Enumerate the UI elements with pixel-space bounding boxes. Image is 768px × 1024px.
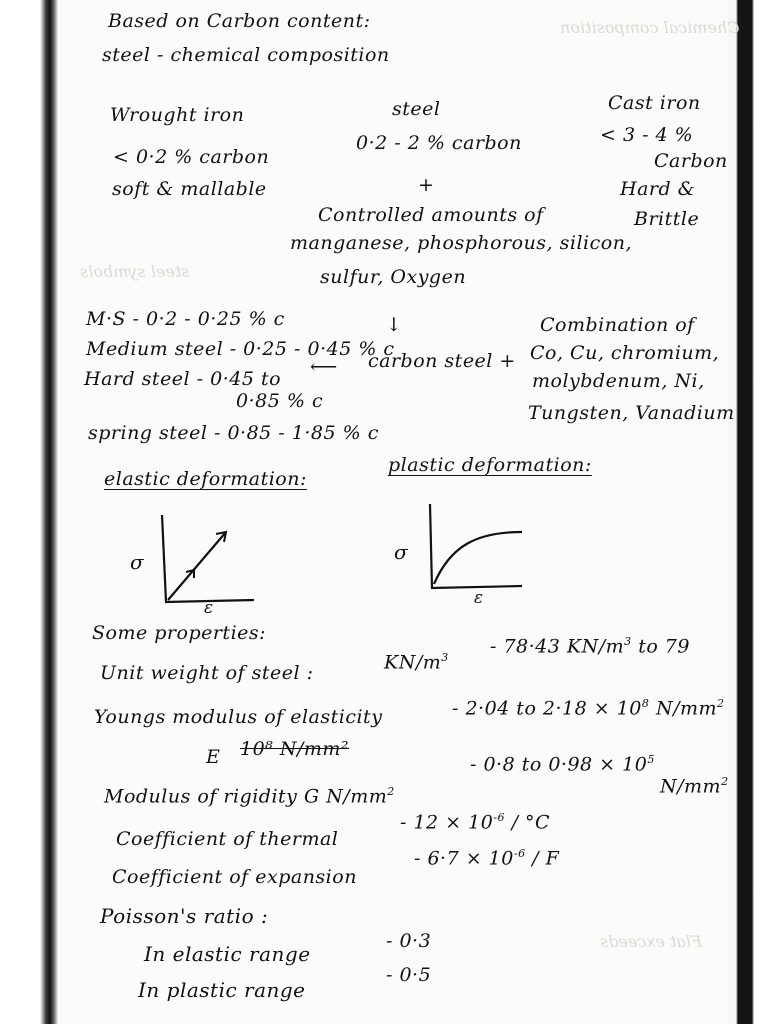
cast-iron-carbon-word: Carbon bbox=[654, 150, 728, 172]
e-symbol: E bbox=[206, 746, 221, 768]
hard-steel-cont: 0·85 % c bbox=[236, 390, 324, 412]
properties-heading: Some properties: bbox=[92, 622, 267, 644]
scan-right-edge bbox=[728, 0, 768, 1024]
e-struck-value: 10⁸ N/mm² bbox=[240, 738, 350, 760]
plastic-graph-y-label: σ bbox=[394, 540, 409, 564]
controlled-line-1: Controlled amounts of bbox=[318, 204, 544, 226]
plastic-graph-axes bbox=[430, 504, 522, 588]
plastic-deformation-title: plastic deformation: bbox=[388, 454, 592, 476]
elastic-graph bbox=[150, 510, 260, 610]
mild-steel: M·S - 0·2 - 0·25 % c bbox=[86, 308, 285, 330]
hard-steel: Hard steel - 0·45 to bbox=[84, 368, 282, 390]
elastic-range-value: - 0·3 bbox=[386, 930, 432, 952]
cast-iron-property-2: Brittle bbox=[634, 208, 700, 230]
expansion-value: - $6\cdot 7 \times 10^{-6} / F$ bbox=[414, 847, 560, 870]
spring-steel: spring steel - 0·85 - 1·85 % c bbox=[88, 422, 379, 444]
plastic-graph-curve bbox=[434, 532, 522, 584]
steel-title: steel bbox=[392, 98, 441, 120]
rigidity-label: Modulus of rigidity G $N/mm^2$ bbox=[104, 785, 395, 808]
bleed-through-text: steel symbols bbox=[80, 262, 190, 281]
rigidity-unit: $N/mm^2$ bbox=[660, 775, 729, 798]
combination-line-3: molybdenum, Ni, bbox=[532, 370, 705, 392]
thermal-label: Coefficient of thermal bbox=[116, 828, 339, 850]
cast-iron-title: Cast iron bbox=[608, 92, 701, 114]
unit-weight-value: - 78·43 $KN/m^3$ to 79 bbox=[490, 635, 690, 658]
arrow-down: ↓ bbox=[386, 314, 403, 336]
thermal-value: - $12 \times 10^{-6} / ^\circ C$ bbox=[400, 811, 551, 834]
cast-iron-carbon: < 3 - 4 % bbox=[600, 124, 694, 146]
elastic-graph-x-label: ε bbox=[204, 598, 214, 618]
steel-carbon: 0·2 - 2 % carbon bbox=[356, 132, 522, 154]
youngs-modulus-label: Youngs modulus of elasticity bbox=[94, 706, 383, 728]
steel-plus: + bbox=[418, 174, 435, 196]
arrow-left: ⟵ bbox=[310, 356, 338, 378]
medium-steel: Medium steel - 0·25 - 0·45 % c bbox=[86, 338, 395, 360]
expansion-label: Coefficient of expansion bbox=[112, 866, 357, 888]
scan-left-edge bbox=[0, 0, 58, 1024]
wrought-iron-title: Wrought iron bbox=[110, 104, 245, 126]
controlled-line-2: manganese, phosphorous, silicon, bbox=[290, 232, 632, 254]
heading-line-1: Based on Carbon content: bbox=[108, 10, 371, 32]
carbon-steel: carbon steel + bbox=[368, 350, 516, 372]
unit-weight-unit: $KN/m^3$ bbox=[384, 651, 449, 674]
elastic-graph-y-label: σ bbox=[130, 550, 145, 574]
plastic-range-value: - 0·5 bbox=[386, 964, 432, 986]
elastic-graph-line bbox=[168, 532, 226, 600]
combination-line-4: Tungsten, Vanadium bbox=[528, 402, 735, 424]
combination-line-2: Co, Cu, chromium, bbox=[530, 342, 720, 364]
bleed-through-text: Chemical composition bbox=[560, 18, 740, 37]
wrought-iron-carbon: < 0·2 % carbon bbox=[113, 146, 270, 168]
heading-line-2: steel - chemical composition bbox=[102, 44, 390, 66]
cast-iron-property-1: Hard & bbox=[620, 178, 696, 200]
wrought-iron-property: soft & mallable bbox=[112, 178, 267, 200]
unit-weight-label: Unit weight of steel : bbox=[100, 662, 314, 684]
controlled-line-3: sulfur, Oxygen bbox=[320, 266, 467, 288]
plastic-range-label: In plastic range bbox=[138, 978, 306, 1002]
poisson-label: Poisson's ratio : bbox=[100, 904, 269, 928]
plastic-graph-x-label: ε bbox=[474, 588, 484, 608]
elastic-range-label: In elastic range bbox=[144, 942, 311, 966]
rigidity-value: - 0·8 to $0\cdot 98 \times 10^5$ bbox=[470, 753, 655, 776]
bleed-through-text: Flat exceeds bbox=[600, 932, 703, 951]
elastic-graph-axes bbox=[162, 515, 254, 602]
elastic-deformation-title: elastic deformation: bbox=[104, 468, 307, 490]
plastic-graph bbox=[420, 502, 530, 597]
combination-line-1: Combination of bbox=[540, 314, 695, 336]
youngs-modulus-value: - 2·04 to $2\cdot 18 \times 10^8$ $N/mm^2$ bbox=[452, 697, 725, 720]
